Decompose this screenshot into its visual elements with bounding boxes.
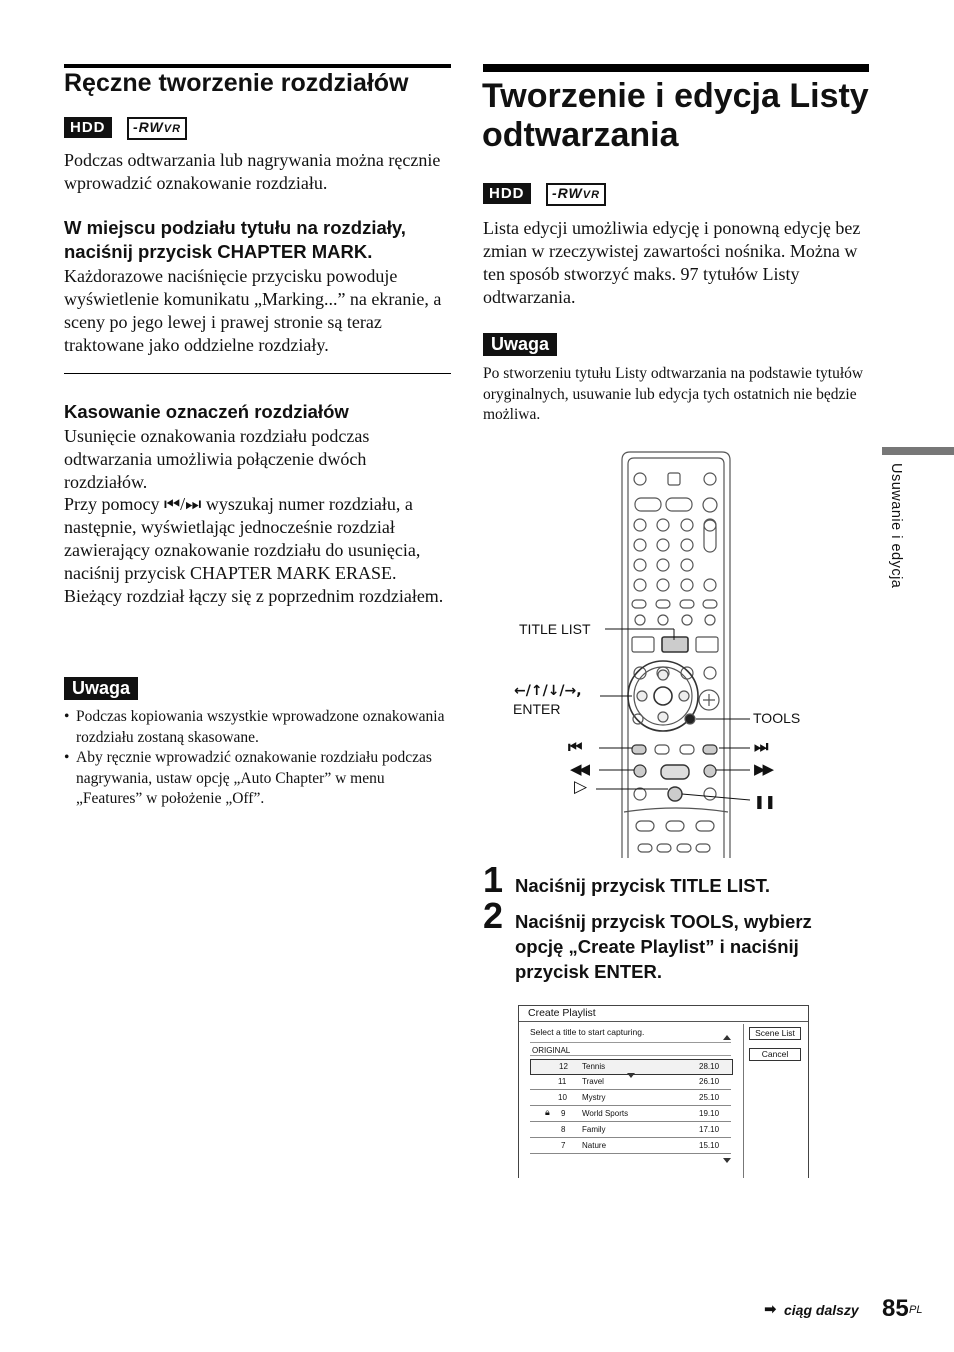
right-intro: Lista edycji umożliwia edycję i ponowną edycję bez zmian w rzeczywistej zawartości nośnika. Można w ten sposób stworzyć maks. 97 tytułów Listy odtwarzania. bbox=[483, 218, 861, 307]
left-heading-rule bbox=[64, 64, 451, 68]
step-1-number: 1 bbox=[483, 859, 504, 900]
hdd-badge: HDD bbox=[64, 117, 112, 138]
erase-text-1: Usunięcie oznakowania rozdziału podczas odtwarzania umożliwia połączenie dwóch rozdziałów. bbox=[64, 426, 370, 492]
title-row[interactable]: 8 Family 17.10 bbox=[530, 1123, 731, 1138]
note-item: • Aby ręcznie wprowadzić oznakowanie rozdziału podczas nagrywania, ustaw opcję „Auto Chapter” w menu „Features” w położenie „Off”. bbox=[64, 748, 454, 810]
section-divider bbox=[64, 373, 451, 374]
step-1-text: Naciśnij przycisk TITLE LIST. bbox=[515, 875, 770, 896]
play-icon: ▷ bbox=[574, 777, 588, 797]
section-label: ORIGINAL bbox=[532, 1046, 571, 1055]
hdd-badge: HDD bbox=[483, 183, 531, 204]
screen-prompt: Select a title to start capturing. bbox=[530, 1027, 645, 1037]
prompt-underline bbox=[530, 1042, 731, 1043]
cancel-button[interactable]: Cancel bbox=[749, 1048, 801, 1061]
side-tab-label: Usuwanie i edycja bbox=[888, 463, 904, 589]
scene-list-button[interactable]: Scene List bbox=[749, 1027, 801, 1040]
rw-vr-badge: -RWVR bbox=[127, 117, 187, 140]
lock-icon: 🔒︎ bbox=[545, 1108, 550, 1118]
rw-vr-badge: -RWVR bbox=[546, 183, 606, 206]
title-row[interactable]: 10 Mystry 25.10 bbox=[530, 1091, 731, 1106]
enter-callout: ENTER bbox=[513, 701, 561, 717]
title-row-selected[interactable]: 12 Tennis 28.10 bbox=[530, 1059, 733, 1075]
title-row[interactable]: 7 Nature 15.10 bbox=[530, 1139, 731, 1154]
screen-title-rule bbox=[519, 1021, 808, 1022]
instruction-text: Każdorazowe naciśnięcie przycisku powoduje wyświetlenie komunikatu „Marking...” na ekranie, a sceny po jego lewej i prawej stronie są teraz traktowane jako oddzielne rozdziały. bbox=[64, 266, 442, 355]
right-note: Po stworzeniu tytułu Listy odtwarzania na podstawie tytułów oryginalnych, usuwanie lub edycja tych ostatnich nie będzie możliwa. bbox=[483, 365, 864, 423]
prev-icon: ⏮ bbox=[568, 737, 583, 756]
erase-text-2: Przy pomocy ⏮/⏭ wyszukaj numer rozdziału, a następnie, wyświetlając jednocześnie rozdział zawierający oznakowanie rozdziału do usunięcia, naciśnij przycisk CHAPTER MARK ERASE. Bieżący rozdział łączy się z poprzednim rozdziałem. bbox=[64, 494, 444, 606]
right-uwaga-label: Uwaga bbox=[483, 333, 557, 356]
fast-forward-icon: ▶▶ bbox=[754, 760, 772, 778]
right-heading-rule bbox=[483, 64, 869, 72]
title-list-callout: TITLE LIST bbox=[519, 621, 591, 637]
screen-title: Create Playlist bbox=[528, 1007, 596, 1019]
rewind-icon: ◀◀ bbox=[570, 760, 588, 778]
continued-arrow-icon: ➡ bbox=[764, 1300, 777, 1318]
note-item: • Podczas kopiowania wszystkie wprowadzone oznakowania rozdziału zostaną skasowane. bbox=[64, 707, 454, 748]
step-2-number: 2 bbox=[483, 895, 504, 936]
left-heading: Ręczne tworzenie rozdziałów bbox=[64, 69, 409, 97]
side-tab-marker bbox=[882, 447, 954, 455]
instruction-bold: W miejscu podziału tytułu na rozdziały, naciśnij przycisk CHAPTER MARK. bbox=[64, 217, 406, 262]
step-2-text: Naciśnij przycisk TOOLS, wybierz opcję „Create Playlist” i naciśnij przycisk ENTER. bbox=[515, 911, 812, 982]
right-heading: Tworzenie i edycja Listy odtwarzania bbox=[482, 77, 869, 154]
page-lang: PL bbox=[909, 1304, 923, 1316]
next-icon: ⏭ bbox=[754, 737, 769, 756]
title-row[interactable]: 🔒︎ 9 World Sports 19.10 bbox=[530, 1107, 731, 1122]
left-uwaga-label: Uwaga bbox=[64, 677, 138, 700]
continued-text: ciąg dalszy bbox=[784, 1302, 859, 1318]
erase-subheading: Kasowanie oznaczeń rozdziałów bbox=[64, 401, 349, 422]
scroll-down-icon[interactable] bbox=[723, 1158, 731, 1163]
section-underline bbox=[530, 1055, 731, 1056]
scroll-up-icon[interactable] bbox=[723, 1035, 731, 1040]
title-row[interactable]: 11 Travel 26.10 bbox=[530, 1075, 731, 1090]
left-intro: Podczas odtwarzania lub nagrywania można ręcznie wprowadzić oznakowanie rozdziału. bbox=[64, 150, 441, 193]
create-playlist-screen bbox=[518, 1005, 809, 1178]
pause-icon: ❚❚ bbox=[754, 795, 776, 810]
tools-callout: TOOLS bbox=[753, 710, 801, 726]
arrow-keys-callout: ←/↑/↓/→, bbox=[514, 683, 582, 699]
screen-divider bbox=[743, 1024, 744, 1178]
left-notes bbox=[64, 707, 454, 810]
page-number: 85 bbox=[882, 1295, 909, 1322]
